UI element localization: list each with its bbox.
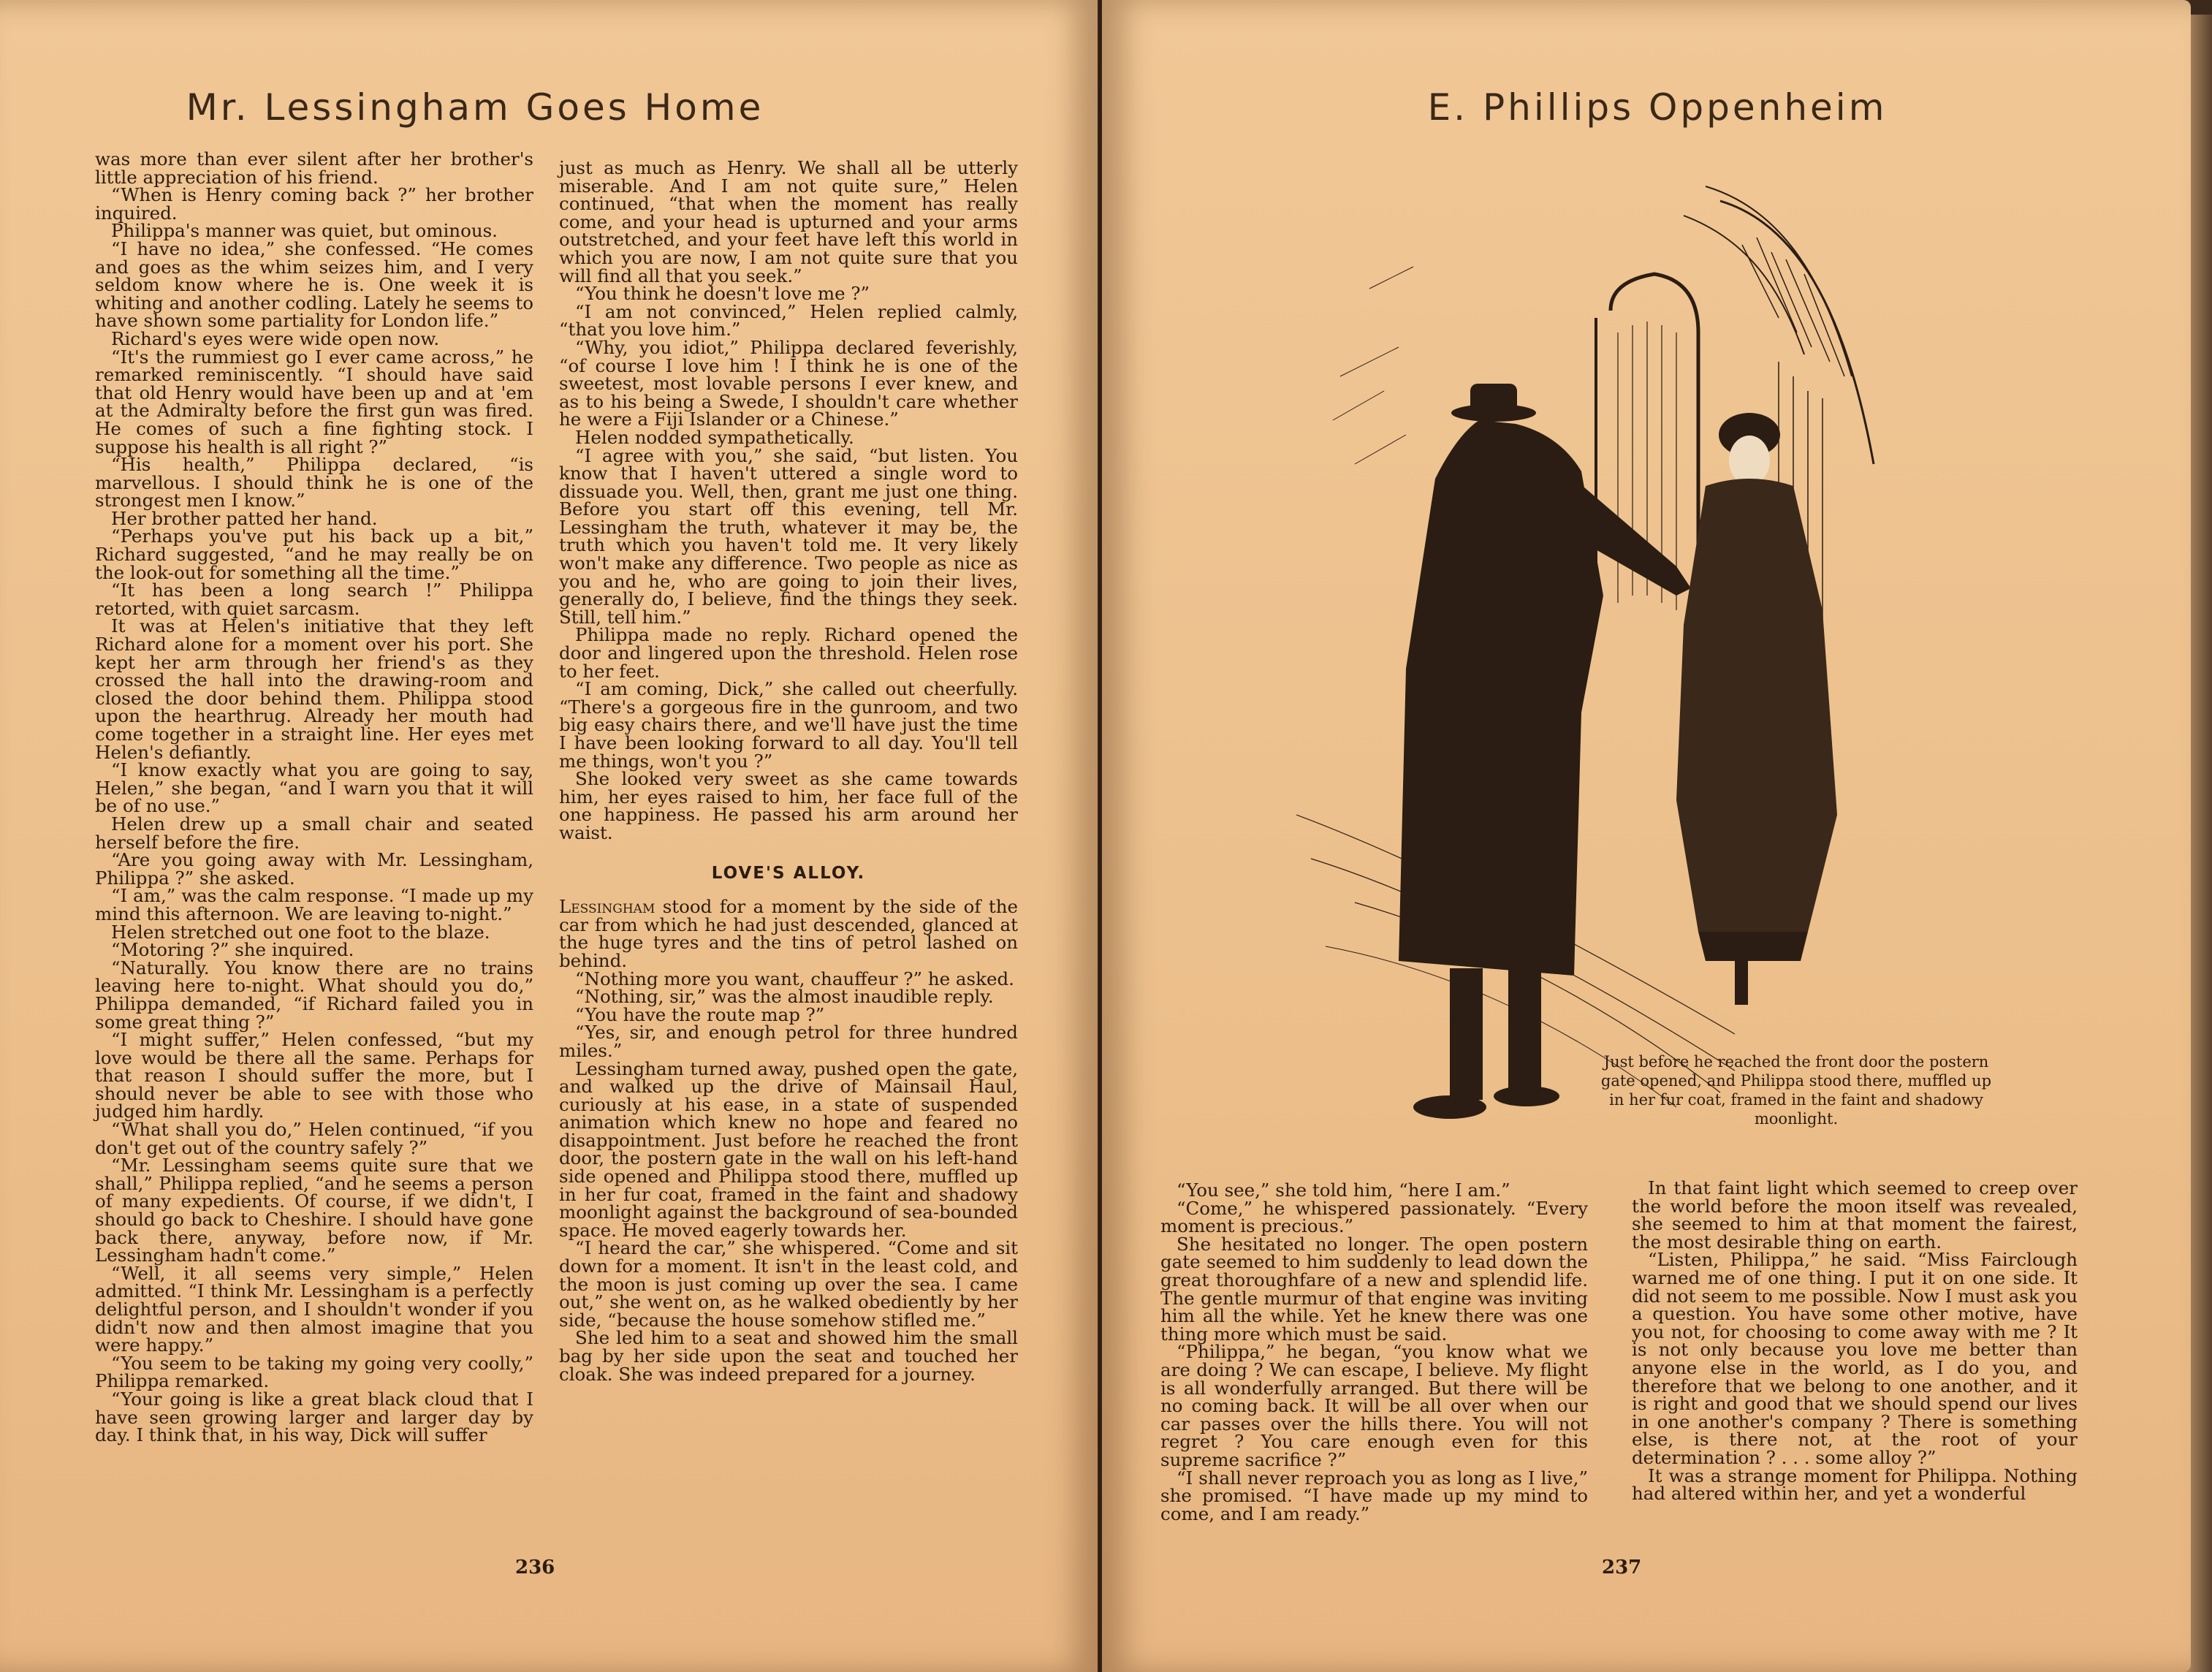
illustration bbox=[1267, 157, 1896, 1151]
paragraph: She looked very sweet as she came towards him, her eyes raised to him, her face full of the one happiness. He passed his arm around her waist. bbox=[559, 768, 1018, 843]
paragraph: “Why, you idiot,” Philippa declared feverishly, “of course I love him ! I think he is one of the sweetest, most lovable persons I ever knew, and as to his being a Swede, I shouldn't care whether he were a Fiji Islander or a Chinese.” bbox=[559, 336, 1018, 430]
paragraph: “Naturally. You know there are no trains leaving here to-night. What should you do,” Philippa demanded, “if Richard failed you in some great thing ?” bbox=[95, 957, 533, 1033]
paragraph: “You seem to be taking my going very coolly,” Philippa remarked. bbox=[95, 1352, 533, 1392]
paragraph: “I shall never reproach you as long as I live,” she promised. “I have made up my mind to come, and I am ready.” bbox=[1160, 1467, 1588, 1524]
left-page bbox=[0, 0, 1098, 1672]
right-page bbox=[1102, 0, 2191, 1672]
paragraph: “What shall you do,” Helen continued, “if you don't get out of the country safely ?” bbox=[95, 1119, 533, 1158]
paragraph: was more than ever silent after her brother's little appreciation of his friend. bbox=[95, 148, 533, 188]
paragraph: “You think he doesn't love me ?” bbox=[575, 283, 870, 305]
paragraph: “Mr. Lessingham seems quite sure that we shall,” Philippa replied, “and he seems a person of many expedients. Of course, if we didn't, I should go back to Cheshire. I should have gone back there, anyway, before now, if Mr. Lessingham hadn't come.” bbox=[95, 1155, 533, 1266]
paragraph: Helen drew up a small chair and seated herself before the fire. bbox=[95, 813, 533, 853]
left-column-2-bottom bbox=[559, 970, 1018, 1384]
left-column-2-top bbox=[559, 159, 1018, 843]
paragraph: “I heard the car,” she whispered. “Come and sit down for a moment. It isn't in the least cold, and the moon is just coming up over the sea. I came out,” she went on, as he walked obediently by her side, “because the house somehow stifled me.” bbox=[559, 1237, 1018, 1331]
paragraph: It was a strange moment for Philippa. Nothing had altered within her, and yet a wonderful bbox=[1632, 1464, 2078, 1505]
section-title: LOVE'S ALLOY. bbox=[711, 863, 866, 883]
paragraph: “Are you going away with Mr. Lessingham, Philippa ?” she asked. bbox=[95, 849, 533, 889]
paragraph: “You see,” she told him, “here I am.” bbox=[1177, 1179, 1510, 1201]
paragraph: It was at Helen's initiative that they left Richard alone for a moment over his port. She kept her arm through her friend's as they crossed the hall into the drawing-room and closed the door behind them. Philippa stood upon the hearthrug. Already her mouth had come together in a straight line. Her eyes met Helen's defiantly. bbox=[95, 615, 533, 763]
paragraph: “I might suffer,” Helen confessed, “but my love would be there all the same. Perhaps for that reason I should suffer the more, but I should never be able to see with those who judged him hardly. bbox=[95, 1029, 533, 1122]
paragraph: “Listen, Philippa,” he said. “Miss Fairclough warned me of one thing. I put it on one side. It did not seem to me possible. Now I must ask you a question. You have some other motive, have you not, for choosing to come away with me ? It is not only because you love me better than anyone else in the world, as I do you, and therefore that we belong to one another, and it is right and good that we should spend our lives in one another's company ? There is something else, is there not, at the root of your determination ? . . . some alloy ?” bbox=[1632, 1249, 2078, 1468]
paragraph: “His health,” Philippa declared, “is marvellous. I should think he is one of the strongest men I know.” bbox=[95, 454, 533, 512]
paragraph: “Nothing, sir,” was the almost inaudible reply. bbox=[575, 986, 994, 1008]
paragraph: just as much as Henry. We shall all be utterly miserable. And I am not quite sure,” Helen continued, “that when the moment has really come, and your head is upturned and your arms outstretched, and your feet have left this world in which you are now, I am not quite sure that you will find all that you seek.” bbox=[559, 157, 1018, 286]
paragraph: Lessingham turned away, pushed open the gate, and walked up the drive of Mainsail Haul, curiously at his ease, in a state of suspended animation which knew no hope and feared no disappointment. Just before he reached the front door, the postern gate in the wall on his left-hand side opened and Philippa stood there, muffled up in her fur coat, framed in the faint and shadowy moonlight against the background of sea-bounded space. He moved eagerly towards her. bbox=[559, 1057, 1018, 1241]
paragraph: Her brother patted her hand. bbox=[111, 507, 378, 529]
paragraph: “I am not convinced,” Helen replied calmly, “that you love him.” bbox=[559, 300, 1018, 341]
paragraph: “Perhaps you've put his back up a bit,” Richard suggested, “and he may really be on the look-out for something all the time.” bbox=[95, 525, 533, 583]
paragraph: “Motoring ?” she inquired. bbox=[111, 939, 354, 961]
running-head-left: Mr. Lessingham Goes Home bbox=[186, 86, 764, 129]
paragraph: In that faint light which seemed to creep over the world before the moon itself was revealed, she seemed to him at that moment the fairest, the most desirable thing on earth. bbox=[1632, 1177, 2078, 1253]
paragraph: “Come,” he whispered passionately. “Every moment is precious.” bbox=[1160, 1197, 1588, 1237]
paragraph: “Well, it all seems very simple,” Helen admitted. “I think Mr. Lessingham is a perfectly delightful person, and I shouldn't wonder if you didn't now and then almost imagine that you were happy.” bbox=[95, 1262, 533, 1356]
section-first-paragraph-rest: stood for a moment by the side of the car from which he had just descended, glanced at the huge tyres and the tins of petrol lashed on behind. bbox=[559, 896, 1018, 971]
paragraph: Richard's eyes were wide open now. bbox=[111, 327, 440, 349]
paragraph: “I am coming, Dick,” she called out cheerfully. “There's a gorgeous fire in the gunroom, and two big easy chairs there, and we'll have just the time I have been looking forward to all day. You'll tell me things, won't you ?” bbox=[559, 678, 1018, 772]
section-first-paragraph bbox=[559, 898, 1018, 970]
illustration-caption: Just before he reached the front door the postern gate opened, and Philippa stood there, muffled up in her fur coat, framed in the faint and shadowy moonlight. bbox=[1600, 1053, 1992, 1128]
section-lead-word: Lessingham bbox=[559, 896, 655, 918]
paragraph: “Your going is like a great black cloud that I have seen growing larger and larger day by day. I think that, in his way, Dick will suffer bbox=[95, 1388, 533, 1446]
paragraph: “I agree with you,” she said, “but listen. You know that I haven't uttered a single word to dissuade you. Well, then, grant me just one thing. Before you start off this evening, tell Mr. Lessingham the truth, whatever it may be, the truth which you haven't told me. It very likely won't make any difference. Two people as nice as you and he, who are going to join their lives, generally do, I believe, find the things they seek. Still, tell him.” bbox=[559, 444, 1018, 628]
paragraph: “It's the rummiest go I ever came across,” he remarked reminiscently. “I should have said that old Henry would have been up and at 'em at the Admiralty before the first gun was fired. He comes of such a fine fighting stock. I suppose his health is all right ?” bbox=[95, 346, 533, 457]
left-column-1 bbox=[95, 148, 533, 1446]
running-head-right: E. Phillips Oppenheim bbox=[1427, 86, 1888, 129]
paragraph: “I am,” was the calm response. “I made up my mind this afternoon. We are leaving to-night.” bbox=[95, 885, 533, 924]
paragraph: Philippa's manner was quiet, but ominous. bbox=[111, 220, 498, 242]
paragraph: “Nothing more you want, chauffeur ?” he asked. bbox=[575, 968, 1014, 989]
paragraph: Helen stretched out one foot to the blaze. bbox=[111, 921, 490, 943]
paragraph: She hesitated no longer. The open postern gate seemed to him suddenly to lead down the great thoroughfare of a new and splendid life. The gentle murmur of that engine was inviting him all the while. Yet he knew there was one thing more which must be said. bbox=[1160, 1233, 1588, 1345]
illustration-woman bbox=[1676, 413, 1837, 1005]
paragraph: “When is Henry coming back ?” her brother inquired. bbox=[95, 184, 533, 224]
paragraph: Philippa made no reply. Richard opened the door and lingered upon the threshold. Helen rose to her feet. bbox=[559, 624, 1018, 682]
left-column-2 bbox=[559, 159, 1018, 1383]
page-number-left: 236 bbox=[515, 1557, 555, 1578]
paragraph: “Yes, sir, and enough petrol for three hundred miles.” bbox=[559, 1022, 1018, 1061]
paragraph: “I have no idea,” she confessed. “He comes and goes as the whim seizes him, and I very seldom know where he is. One week it is whiting and another codling. Lately he seems to have shown some partiality for London life.” bbox=[95, 238, 533, 332]
paragraph: “I know exactly what you are going to say, Helen,” she began, “and I warn you that it will be of no use.” bbox=[95, 759, 533, 817]
paragraph: “It has been a long search !” Philippa retorted, with quiet sarcasm. bbox=[95, 580, 533, 619]
paragraph: Helen nodded sympathetically. bbox=[575, 426, 854, 448]
paragraph: “You have the route map ?” bbox=[575, 1003, 825, 1025]
page-number-right: 237 bbox=[1602, 1557, 1642, 1578]
right-column-1 bbox=[1160, 1179, 1588, 1524]
paragraph: “Philippa,” he began, “you know what we are doing ? We can escape, I believe. My flight is all wonderfully arranged. But there will be no coming back. It will be all over when our car passes over the hills there. You will not regret ? You care enough even for this supreme sacrifice ?” bbox=[1160, 1341, 1588, 1470]
paragraph: She led him to a seat and showed him the small bag by her side upon the seat and touched her cloak. She was indeed prepared for a journey. bbox=[559, 1327, 1018, 1385]
right-column-2 bbox=[1632, 1179, 2078, 1503]
